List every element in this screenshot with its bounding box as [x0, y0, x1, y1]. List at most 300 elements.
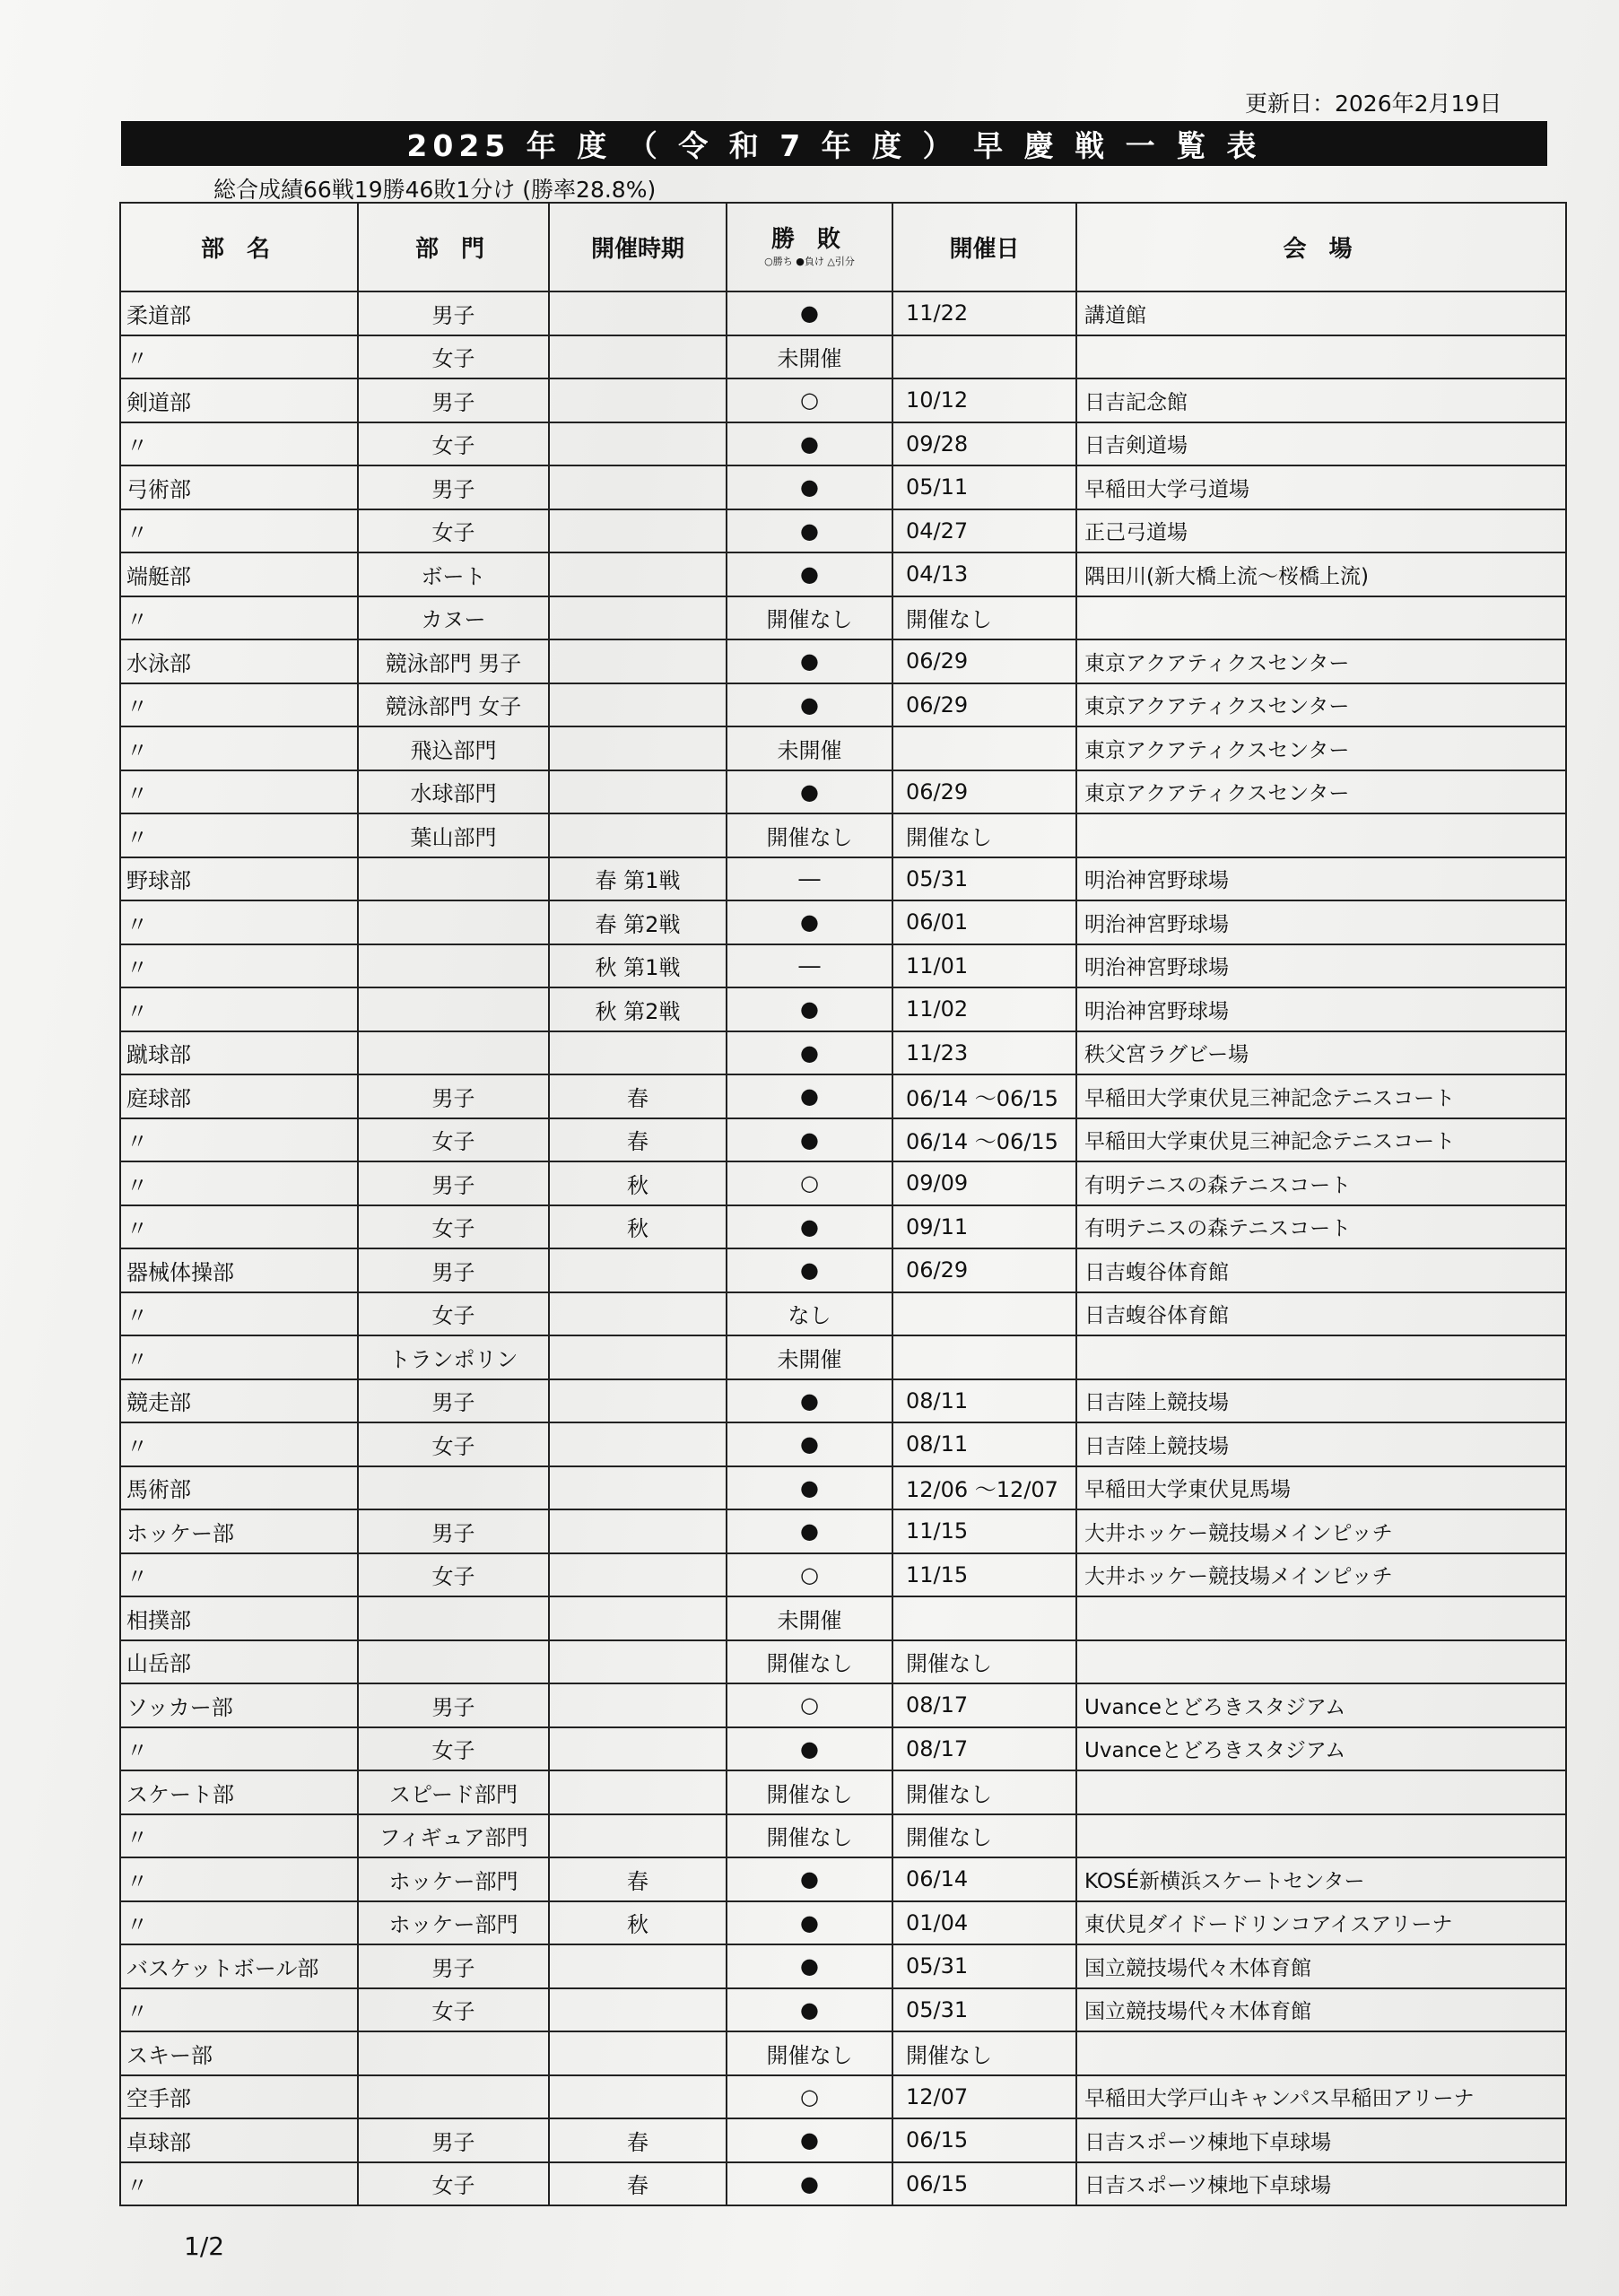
row-result: ● [727, 683, 892, 727]
row-club: 〃 [120, 1553, 358, 1597]
table-row [120, 1727, 1566, 1771]
header-club: 部 名 [120, 203, 358, 291]
row-period [549, 1422, 727, 1466]
row-date: 06/14 [892, 1857, 1076, 1901]
row-club: 〃 [120, 1988, 358, 2032]
row-date: 01/04 [892, 1901, 1076, 1945]
row-result: ● [727, 987, 892, 1031]
row-date: 11/22 [892, 291, 1076, 335]
row-venue: 早稲田大学弓道場 [1076, 465, 1566, 509]
row-date: 06/01 [892, 900, 1076, 944]
table-row [120, 1944, 1566, 1988]
table-row [120, 1901, 1566, 1945]
row-division: 女子 [358, 509, 549, 553]
row-venue: 東伏見ダイドードリンコアイスアリーナ [1076, 1901, 1566, 1945]
row-division [358, 987, 549, 1031]
row-period [549, 465, 727, 509]
row-club: 〃 [120, 596, 358, 640]
table-row [120, 335, 1566, 379]
row-division: ボート [358, 552, 549, 596]
row-period [549, 639, 727, 683]
row-division: 男子 [358, 1683, 549, 1727]
row-result: 開催なし [727, 1770, 892, 1814]
row-date: 05/31 [892, 1944, 1076, 1988]
row-result: ○ [727, 1683, 892, 1727]
row-club: 〃 [120, 422, 358, 466]
row-period: 秋 第2戦 [549, 987, 727, 1031]
row-club: 水泳部 [120, 639, 358, 683]
row-result: ● [727, 900, 892, 944]
row-division: 男子 [358, 1509, 549, 1553]
row-division [358, 1640, 549, 1684]
row-period [549, 1770, 727, 1814]
header-period: 開催時期 [549, 203, 727, 291]
row-result: ― [727, 944, 892, 988]
table-row [120, 1118, 1566, 1162]
table-row [120, 813, 1566, 857]
table-row [120, 465, 1566, 509]
row-division: 女子 [358, 1988, 549, 2032]
row-date: 08/11 [892, 1379, 1076, 1423]
match-table [119, 202, 1567, 2206]
row-club: 〃 [120, 2162, 358, 2206]
row-venue [1076, 335, 1566, 379]
row-date: 06/15 [892, 2118, 1076, 2162]
row-club: 〃 [120, 1727, 358, 1771]
row-division: スピード部門 [358, 1770, 549, 1814]
row-venue: 大井ホッケー競技場メインピッチ [1076, 1553, 1566, 1597]
row-club: 〃 [120, 944, 358, 988]
table-row [120, 1857, 1566, 1901]
row-division: フィギュア部門 [358, 1814, 549, 1858]
table-header-row [120, 203, 1566, 291]
row-date: 開催なし [892, 1640, 1076, 1684]
row-club: 空手部 [120, 2075, 358, 2119]
row-venue: 東京アクアティクスセンター [1076, 770, 1566, 814]
row-result: ● [727, 1944, 892, 1988]
row-period [549, 596, 727, 640]
row-division: トランポリン [358, 1335, 549, 1379]
row-result: ● [727, 1422, 892, 1466]
row-period [549, 1248, 727, 1292]
row-date [892, 1335, 1076, 1379]
row-division: 女子 [358, 1727, 549, 1771]
row-result: ○ [727, 378, 892, 422]
row-date: 09/11 [892, 1205, 1076, 1249]
row-date: 12/06 ～12/07 [892, 1466, 1076, 1510]
row-venue: 日吉記念館 [1076, 378, 1566, 422]
row-club: スキー部 [120, 2031, 358, 2075]
row-date: 11/01 [892, 944, 1076, 988]
row-date: 08/11 [892, 1422, 1076, 1466]
row-club: 〃 [120, 1118, 358, 1162]
row-venue [1076, 1335, 1566, 1379]
row-division: 女子 [358, 2162, 549, 2206]
row-result: ● [727, 465, 892, 509]
row-period: 秋 [549, 1161, 727, 1205]
table-row [120, 1988, 1566, 2032]
updated-date: 更新日：2026年2月19日 [1245, 91, 1502, 117]
row-result: ● [727, 1857, 892, 1901]
row-result: ○ [727, 1553, 892, 1597]
row-venue: 明治神宮野球場 [1076, 987, 1566, 1031]
row-result: 未開催 [727, 726, 892, 770]
row-venue: 明治神宮野球場 [1076, 857, 1566, 901]
row-date: 06/29 [892, 639, 1076, 683]
row-club: 〃 [120, 726, 358, 770]
table-row [120, 639, 1566, 683]
row-venue: 国立競技場代々木体育館 [1076, 1988, 1566, 2032]
row-venue: 東京アクアティクスセンター [1076, 683, 1566, 727]
row-date: 11/23 [892, 1031, 1076, 1075]
table-row [120, 683, 1566, 727]
row-period [549, 1379, 727, 1423]
row-venue: 日吉陸上競技場 [1076, 1422, 1566, 1466]
row-division: 競泳部門 男子 [358, 639, 549, 683]
row-club: 剣道部 [120, 378, 358, 422]
row-date: 11/15 [892, 1553, 1076, 1597]
row-club: 〃 [120, 770, 358, 814]
row-date: 11/02 [892, 987, 1076, 1031]
row-division: 男子 [358, 1944, 549, 1988]
row-result: ● [727, 2162, 892, 2206]
row-venue: 早稲田大学東伏見馬場 [1076, 1466, 1566, 1510]
row-club: 〃 [120, 1292, 358, 1336]
row-result: ● [727, 1031, 892, 1075]
row-division [358, 900, 549, 944]
row-date: 12/07 [892, 2075, 1076, 2119]
table-body [120, 291, 1566, 2205]
row-date: 開催なし [892, 2031, 1076, 2075]
row-period: 春 [549, 2162, 727, 2206]
row-venue: 明治神宮野球場 [1076, 900, 1566, 944]
row-date: 05/31 [892, 857, 1076, 901]
table-row [120, 2118, 1566, 2162]
row-club: 弓術部 [120, 465, 358, 509]
row-date: 04/13 [892, 552, 1076, 596]
table-row [120, 2031, 1566, 2075]
row-result: ● [727, 552, 892, 596]
row-venue [1076, 1640, 1566, 1684]
row-club: ホッケー部 [120, 1509, 358, 1553]
table-row [120, 726, 1566, 770]
header-result [727, 203, 892, 291]
table-row [120, 900, 1566, 944]
row-period [549, 1553, 727, 1597]
row-club: バスケットボール部 [120, 1944, 358, 1988]
row-date: 09/28 [892, 422, 1076, 466]
row-date: 09/09 [892, 1161, 1076, 1205]
row-venue: 有明テニスの森テニスコート [1076, 1205, 1566, 1249]
row-division [358, 1466, 549, 1510]
table-row [120, 1335, 1566, 1379]
row-venue: 大井ホッケー競技場メインピッチ [1076, 1509, 1566, 1553]
row-result: 開催なし [727, 596, 892, 640]
row-division: 男子 [358, 1161, 549, 1205]
row-division: 男子 [358, 1379, 549, 1423]
row-result: ● [727, 1901, 892, 1945]
row-division [358, 2075, 549, 2119]
row-division: 女子 [358, 1118, 549, 1162]
table-row [120, 1553, 1566, 1597]
row-venue: 国立競技場代々木体育館 [1076, 1944, 1566, 1988]
row-club: スケート部 [120, 1770, 358, 1814]
row-venue: 日吉蝮谷体育館 [1076, 1248, 1566, 1292]
row-period: 秋 [549, 1901, 727, 1945]
row-result: 未開催 [727, 1596, 892, 1640]
row-period [549, 1683, 727, 1727]
row-division: カヌー [358, 596, 549, 640]
row-division: 男子 [358, 1074, 549, 1118]
row-period: 春 [549, 1118, 727, 1162]
row-result: ● [727, 1205, 892, 1249]
row-venue [1076, 1596, 1566, 1640]
row-club: 競走部 [120, 1379, 358, 1423]
row-venue: 早稲田大学戸山キャンパス早稲田アリーナ [1076, 2075, 1566, 2119]
row-club: 器械体操部 [120, 1248, 358, 1292]
table-row [120, 1161, 1566, 1205]
row-venue: 明治神宮野球場 [1076, 944, 1566, 988]
row-period [549, 1944, 727, 1988]
table-row [120, 509, 1566, 553]
row-club: 柔道部 [120, 291, 358, 335]
row-venue: 東京アクアティクスセンター [1076, 726, 1566, 770]
table-row [120, 1379, 1566, 1423]
row-division [358, 2031, 549, 2075]
row-division [358, 1031, 549, 1075]
row-period [549, 770, 727, 814]
header-division: 部 門 [358, 203, 549, 291]
header-result-label: 勝 敗 [770, 226, 849, 254]
table-row [120, 2075, 1566, 2119]
row-venue: 日吉スポーツ棟地下卓球場 [1076, 2118, 1566, 2162]
table-row [120, 1031, 1566, 1075]
table-row [120, 770, 1566, 814]
row-club: 〃 [120, 509, 358, 553]
row-result: ● [727, 770, 892, 814]
row-date: 10/12 [892, 378, 1076, 422]
row-date [892, 1596, 1076, 1640]
row-result: ● [727, 1379, 892, 1423]
row-result: 開催なし [727, 2031, 892, 2075]
row-club: 〃 [120, 1814, 358, 1858]
row-period [549, 1640, 727, 1684]
row-venue: 講道館 [1076, 291, 1566, 335]
table-row [120, 1422, 1566, 1466]
row-period: 秋 [549, 1205, 727, 1249]
row-period [549, 335, 727, 379]
row-date: 05/11 [892, 465, 1076, 509]
row-club: 蹴球部 [120, 1031, 358, 1075]
row-period [549, 2075, 727, 2119]
row-result: 開催なし [727, 813, 892, 857]
row-division [358, 944, 549, 988]
row-club: 〃 [120, 1901, 358, 1945]
row-venue: 正己弓道場 [1076, 509, 1566, 553]
row-club: 端艇部 [120, 552, 358, 596]
row-venue: Uvanceとどろきスタジアム [1076, 1727, 1566, 1771]
row-date [892, 335, 1076, 379]
table-row [120, 944, 1566, 988]
row-date: 11/15 [892, 1509, 1076, 1553]
row-club: 野球部 [120, 857, 358, 901]
row-date: 06/29 [892, 1248, 1076, 1292]
header-date: 開催日 [892, 203, 1076, 291]
row-venue: Uvanceとどろきスタジアム [1076, 1683, 1566, 1727]
table-row [120, 1814, 1566, 1858]
row-period [549, 509, 727, 553]
row-date: 06/29 [892, 770, 1076, 814]
row-club: 卓球部 [120, 2118, 358, 2162]
row-venue [1076, 596, 1566, 640]
row-division: ホッケー部門 [358, 1901, 549, 1945]
row-date: 08/17 [892, 1683, 1076, 1727]
row-division: 女子 [358, 1292, 549, 1336]
row-result: なし [727, 1292, 892, 1336]
row-period [549, 1596, 727, 1640]
row-division: 男子 [358, 291, 549, 335]
row-period [549, 378, 727, 422]
row-period: 春 第1戦 [549, 857, 727, 901]
row-date: 05/31 [892, 1988, 1076, 2032]
row-period [549, 1814, 727, 1858]
header-venue: 会 場 [1076, 203, 1566, 291]
row-division: 女子 [358, 1422, 549, 1466]
row-result: ● [727, 1466, 892, 1510]
table-row [120, 1248, 1566, 1292]
row-division: 飛込部門 [358, 726, 549, 770]
row-division: 女子 [358, 335, 549, 379]
row-date: 06/14 ～06/15 [892, 1118, 1076, 1162]
table-row [120, 1683, 1566, 1727]
table-row [120, 1596, 1566, 1640]
row-club: 〃 [120, 1422, 358, 1466]
row-venue [1076, 813, 1566, 857]
table-row [120, 1292, 1566, 1336]
row-period [549, 813, 727, 857]
row-division: 男子 [358, 1248, 549, 1292]
row-date: 開催なし [892, 1770, 1076, 1814]
row-division: 女子 [358, 1205, 549, 1249]
row-period [549, 552, 727, 596]
row-club: 〃 [120, 683, 358, 727]
row-date: 開催なし [892, 596, 1076, 640]
row-date [892, 726, 1076, 770]
row-result: 未開催 [727, 1335, 892, 1379]
row-venue: 有明テニスの森テニスコート [1076, 1161, 1566, 1205]
row-period: 春 [549, 2118, 727, 2162]
row-club: 相撲部 [120, 1596, 358, 1640]
row-period [549, 726, 727, 770]
row-period [549, 683, 727, 727]
table-row [120, 291, 1566, 335]
row-club: 馬術部 [120, 1466, 358, 1510]
row-club: 〃 [120, 335, 358, 379]
row-result: ● [727, 639, 892, 683]
table-row [120, 552, 1566, 596]
row-period [549, 2031, 727, 2075]
row-club: 庭球部 [120, 1074, 358, 1118]
row-result: ○ [727, 2075, 892, 2119]
row-club: 〃 [120, 1857, 358, 1901]
table-row [120, 422, 1566, 466]
row-result: ― [727, 857, 892, 901]
row-date [892, 1292, 1076, 1336]
table-row [120, 2162, 1566, 2206]
row-club: 〃 [120, 987, 358, 1031]
page-number: 1/2 [184, 2231, 225, 2261]
row-division [358, 1596, 549, 1640]
table-row [120, 857, 1566, 901]
row-club: 〃 [120, 1161, 358, 1205]
row-division: 男子 [358, 2118, 549, 2162]
row-result: ● [727, 1118, 892, 1162]
table-row [120, 1074, 1566, 1118]
row-club: ソッカー部 [120, 1683, 358, 1727]
row-venue: 日吉蝮谷体育館 [1076, 1292, 1566, 1336]
table-row [120, 378, 1566, 422]
row-date: 06/14 ～06/15 [892, 1074, 1076, 1118]
row-division: 葉山部門 [358, 813, 549, 857]
row-result: ● [727, 1509, 892, 1553]
row-period [549, 291, 727, 335]
row-venue: 日吉陸上競技場 [1076, 1379, 1566, 1423]
overall-record: 総合成績66戦19勝46敗1分け (勝率28.8%) [213, 177, 657, 203]
row-result: ● [727, 509, 892, 553]
row-period: 春 [549, 1857, 727, 1901]
row-venue: 秩父宮ラグビー場 [1076, 1031, 1566, 1075]
row-venue: 早稲田大学東伏見三神記念テニスコート [1076, 1118, 1566, 1162]
row-result: 未開催 [727, 335, 892, 379]
row-result: ● [727, 1074, 892, 1118]
row-period [549, 422, 727, 466]
row-result: ● [727, 291, 892, 335]
row-period: 春 [549, 1074, 727, 1118]
table-row [120, 1466, 1566, 1510]
row-result: ● [727, 422, 892, 466]
row-venue: 東京アクアティクスセンター [1076, 639, 1566, 683]
row-result: 開催なし [727, 1814, 892, 1858]
table-row [120, 1640, 1566, 1684]
row-venue: 隅田川(新大橋上流～桜橋上流) [1076, 552, 1566, 596]
row-date: 06/15 [892, 2162, 1076, 2206]
row-period [549, 1466, 727, 1510]
row-result: 開催なし [727, 1640, 892, 1684]
row-period [549, 1509, 727, 1553]
table-row [120, 1205, 1566, 1249]
row-division: 男子 [358, 465, 549, 509]
table-row [120, 987, 1566, 1031]
row-club: 山岳部 [120, 1640, 358, 1684]
row-period [549, 1292, 727, 1336]
row-period [549, 1031, 727, 1075]
row-club: 〃 [120, 900, 358, 944]
row-division: ホッケー部門 [358, 1857, 549, 1901]
row-period [549, 1727, 727, 1771]
row-venue [1076, 1770, 1566, 1814]
row-result: ● [727, 1727, 892, 1771]
row-date: 開催なし [892, 1814, 1076, 1858]
row-result: ● [727, 2118, 892, 2162]
row-venue: 早稲田大学東伏見三神記念テニスコート [1076, 1074, 1566, 1118]
page-title: 2025 年 度 （ 令 和 7 年 度 ） 早 慶 戦 一 覧 表 [121, 121, 1547, 166]
row-venue: 日吉スポーツ棟地下卓球場 [1076, 2162, 1566, 2206]
row-period: 秋 第1戦 [549, 944, 727, 988]
row-date: 06/29 [892, 683, 1076, 727]
table-row [120, 1509, 1566, 1553]
row-division: 女子 [358, 422, 549, 466]
row-date: 08/17 [892, 1727, 1076, 1771]
